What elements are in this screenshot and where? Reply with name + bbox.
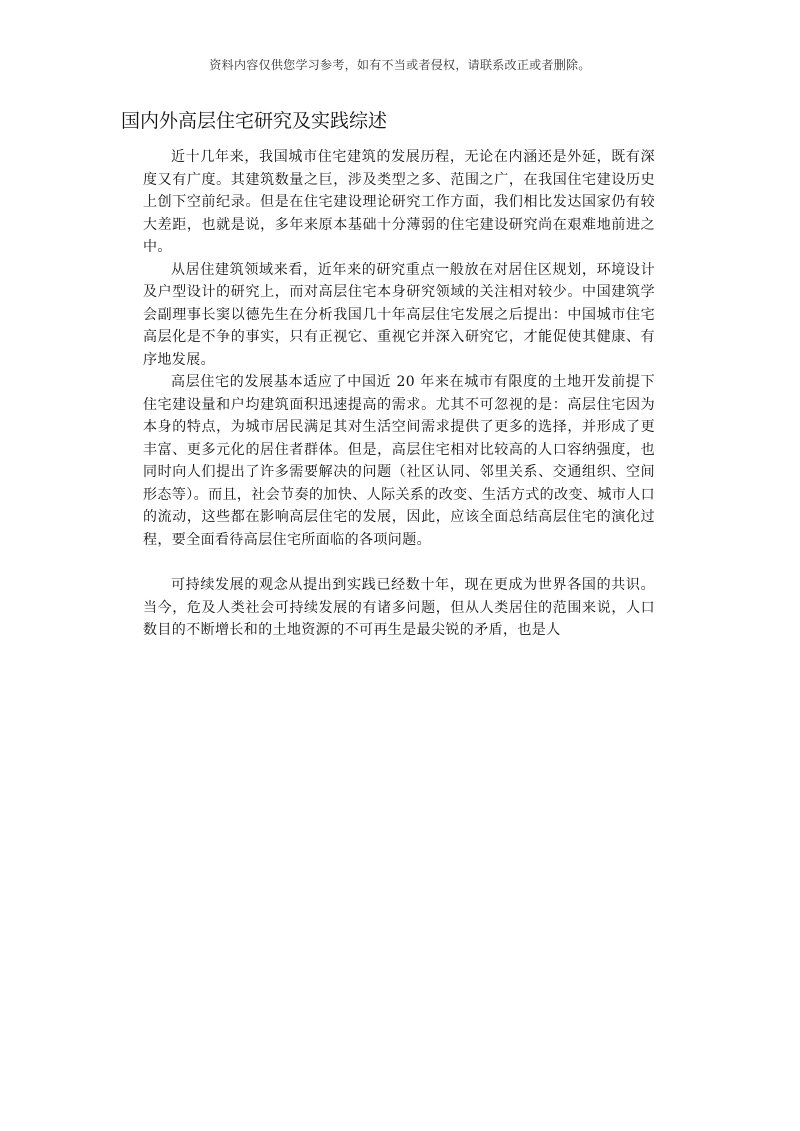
paragraph-2: 从居住建筑领域来看，近年来的研究重点一般放在对居住区规划，环境设计及户型设计的研究上，而对高层住宅本身研究领域的关注相对较少。中国建筑学会副理事长窦以德先生在分析我国几十年高层住宅发展之后提出：中国城市住宅高层化是不争的事实，只有正视它、重视它并深入研究它，才能促使其健康、有序地发展。: [143, 261, 655, 368]
document-title: 国内外高层住宅研究及实践综述: [121, 110, 388, 132]
copyright-notice: 资料内容仅供您学习参考，如有不当或者侵权，请联系改正或者删除。: [209, 58, 591, 72]
paragraph-4: 可持续发展的观念从提出到实践已经数十年，现在更成为世界各国的共识。当今，危及人类社会可持续发展的有诸多问题，但从人类居住的范围来说，人口数目的不断增长和的土地资源的不可再生是最尖锐的矛盾，也是人: [143, 577, 655, 638]
body-section-1: [143, 146, 655, 551]
paragraph-3: 高层住宅的发展基本适应了中国近 20 年来在城市有限度的土地开发前提下住宅建设量和户均建筑面积迅速提高的需求。尤其不可忽视的是：高层住宅因为本身的特点，为城市居民满足其对生活空间需求提供了更多的选择，并形成了更丰富、更多元化的居住者群体。但是，高层住宅相对比较高的人口容纳强度，也同时向人们提出了许多需要解决的问题（社区认同、邻里关系、交通组织、空间形态等）。而且，社会节奏的加快、人际关系的改变、生活方式的改变、城市人口的流动，这些都在影响高层住宅的发展，因此，应该全面总结高层住宅的演化过程，要全面看待高层住宅所面临的各项问题。: [143, 374, 655, 548]
paragraph-1: 近十几年来，我国城市住宅建筑的发展历程，无论在内涵还是外延，既有深度又有广度。其建筑数量之巨，涉及类型之多、范围之广，在我国住宅建设历史上创下空前纪录。但是在住宅建设理论研究工作方面，我们相比发达国家仍有较大差距，也就是说，多年来原本基础十分薄弱的住宅建设研究尚在艰难地前进之中。: [143, 149, 655, 255]
body-section-2: [143, 574, 655, 642]
